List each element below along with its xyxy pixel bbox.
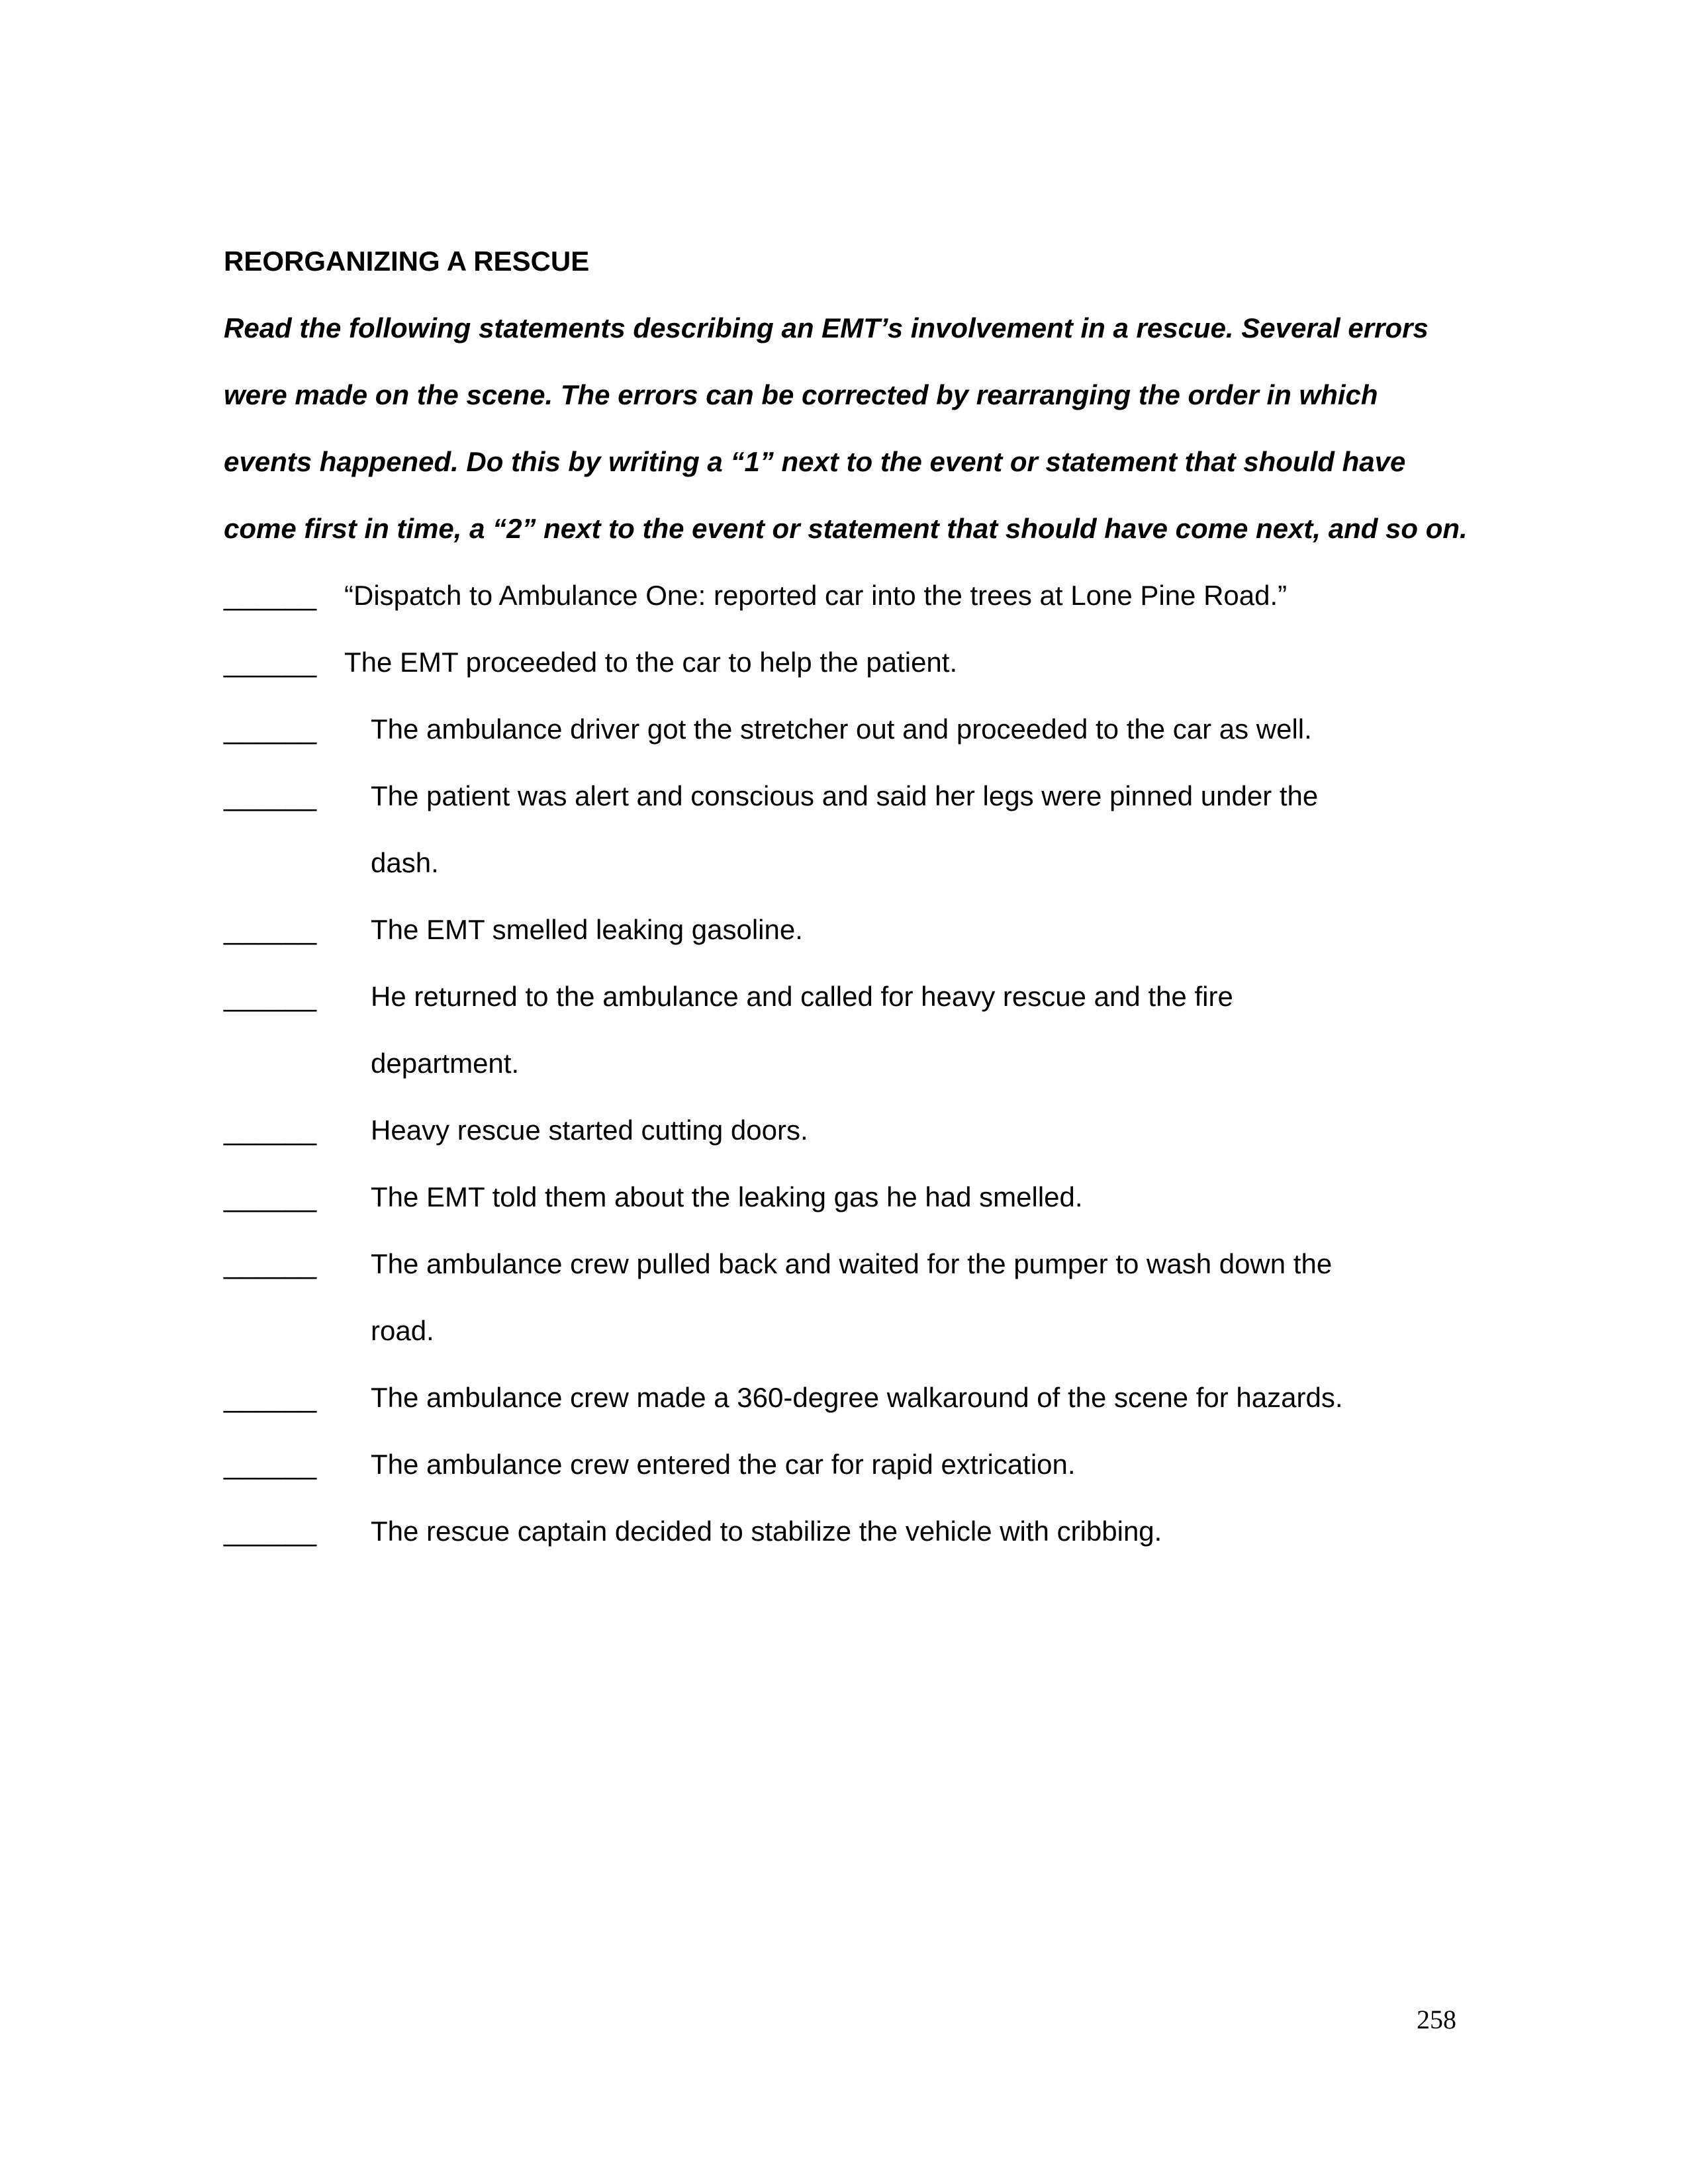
statement-text: The rescue captain decided to stabilize the vehicle with cribbing. — [371, 1516, 1162, 1547]
statement-text: The EMT smelled leaking gasoline. — [371, 914, 803, 945]
statement-text: Heavy rescue started cutting doors. — [371, 1115, 808, 1146]
statement-list — [224, 562, 1468, 1565]
statement-text: The ambulance crew made a 360-degree walkaround of the scene for hazards. — [371, 1382, 1343, 1413]
list-item — [224, 696, 1468, 762]
statement-text: The EMT told them about the leaking gas he had smelled. — [371, 1181, 1083, 1212]
list-item — [224, 1230, 1468, 1364]
worksheet-instructions: Read the following statements describing an EMT’s involvement in a rescue. Several errors were made on the scene. The errors can be corrected by rearranging the order in which events happened. Do this by writing a “1” next to the event or statement that should have come first in time, a “2” next to the event or statement that should have come next, and so on. — [224, 312, 1468, 544]
statement-text: “Dispatch to Ambulance One: reported car into the trees at Lone Pine Road.” — [344, 580, 1288, 611]
list-item — [224, 1163, 1468, 1230]
list-item — [224, 629, 1468, 696]
list-item — [224, 1097, 1468, 1163]
list-item — [224, 896, 1468, 963]
answer-blank: ______ — [224, 713, 317, 745]
list-item — [224, 762, 1468, 896]
worksheet-content — [224, 228, 1468, 1565]
list-item — [224, 963, 1468, 1097]
list-item — [224, 562, 1468, 629]
list-item — [224, 1364, 1468, 1431]
statement-text: The ambulance crew entered the car for rapid extrication. — [371, 1449, 1076, 1480]
answer-blank: ______ — [224, 1248, 317, 1279]
statement-text: The ambulance driver got the stretcher out and proceeded to the car as well. — [371, 713, 1312, 745]
answer-blank: ______ — [224, 580, 317, 611]
statement-text: The ambulance crew pulled back and waited for the pumper to wash down the road. — [371, 1248, 1333, 1346]
statement-text: He returned to the ambulance and called for heavy rescue and the fire department. — [371, 981, 1233, 1079]
answer-blank: ______ — [224, 1449, 317, 1480]
answer-blank: ______ — [224, 780, 317, 811]
answer-blank: ______ — [224, 1516, 317, 1547]
statement-text: The EMT proceeded to the car to help the patient. — [344, 647, 958, 678]
answer-blank: ______ — [224, 1115, 317, 1146]
list-item — [224, 1431, 1468, 1498]
answer-blank: ______ — [224, 647, 317, 678]
answer-blank: ______ — [224, 1382, 317, 1413]
list-item — [224, 1498, 1468, 1565]
page-number: 258 — [1417, 2005, 1456, 2034]
answer-blank: ______ — [224, 1181, 317, 1212]
answer-blank: ______ — [224, 914, 317, 945]
statement-text: The patient was alert and conscious and said her legs were pinned under the dash. — [371, 780, 1319, 878]
worksheet-title: REORGANIZING A RESCUE — [224, 246, 590, 277]
answer-blank: ______ — [224, 981, 317, 1012]
